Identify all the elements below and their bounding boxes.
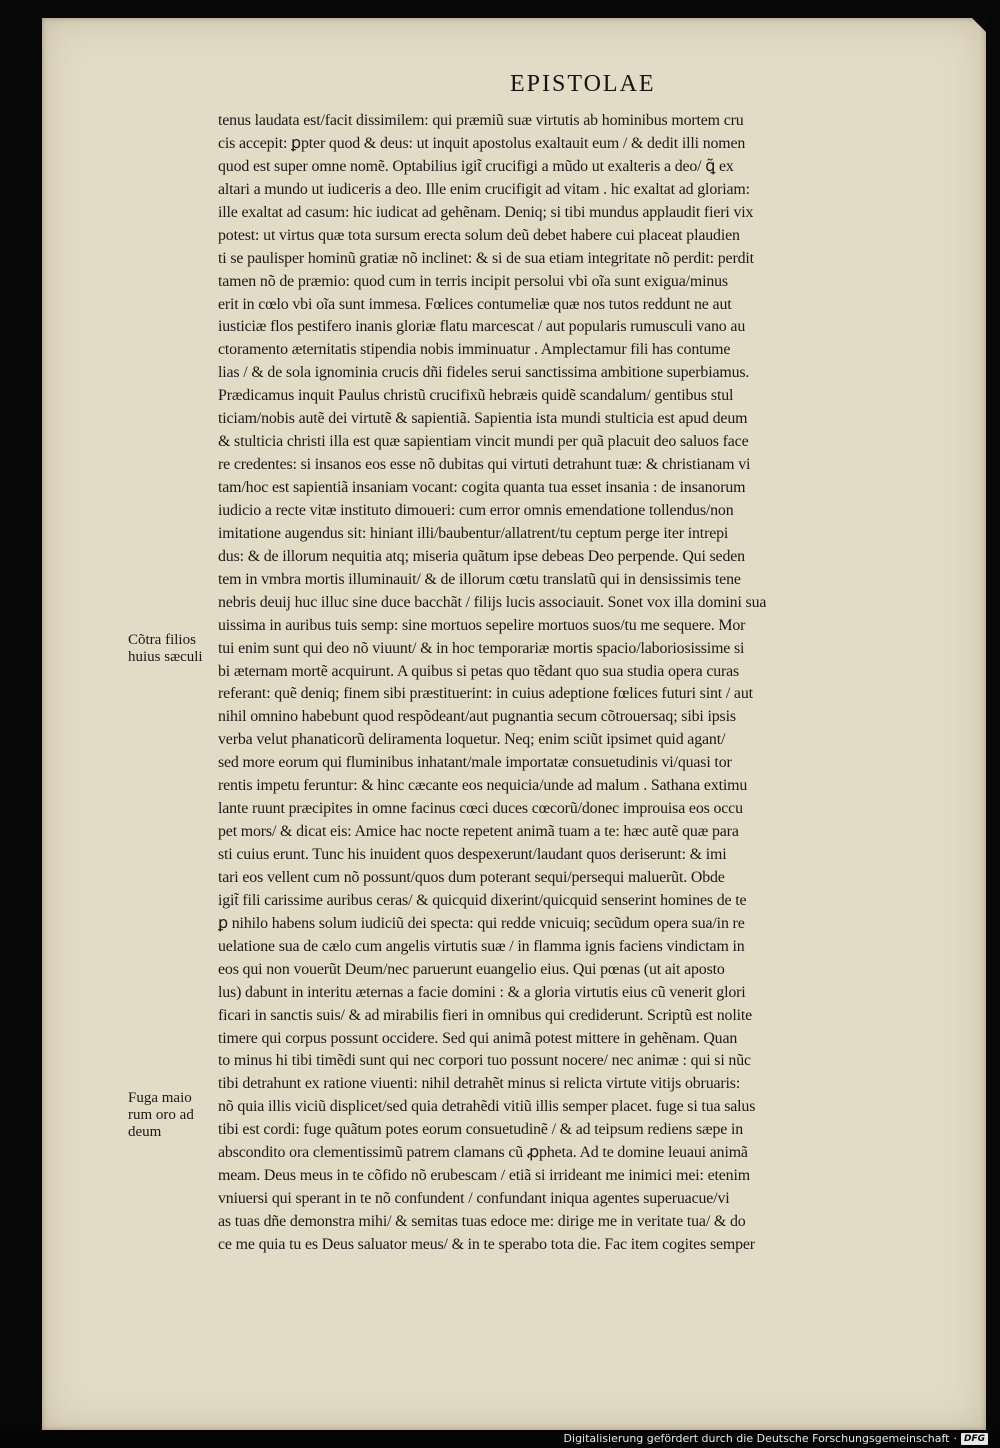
text-line: imitatione augendus sit: hiniant illi/baubentur/allatrent/tu ceptum perge iter intrepi (218, 524, 729, 542)
text-line: nõ quia illis viciũ displicet/sed quia detrahẽdi vitiũ illis semper placet. fuge si tua salus (218, 1098, 756, 1116)
text-line: uissima in auribus tuis semp: sine mortuos sepelire mortuos suos/tu me sequere. Mor (218, 616, 746, 634)
text-line: Prædicamus inquit Paulus christũ crucifixũ hebræis quidẽ scandalum/ gentibus stul (218, 387, 734, 405)
text-line: bi æternam mortẽ acquirunt. A quibus si petas quo tẽdant quo sua studia opera curas (218, 662, 740, 680)
text-line: ticiam/nobis autẽ dei virtutẽ & sapientiã. Sapientia ista mundi stulticia est apud deum (218, 410, 748, 428)
text-line: tamen nõ de præmio: quod cum in terris incipit persolui vbi oĩa sunt exigua/minus (218, 272, 728, 290)
text-line: ꝑ nihilo habens solum iudiciũ dei specta: qui redde vnicuiq; secũdum opera sua/in re (218, 914, 745, 932)
text-line: lias / & de sola ignominia crucis dñi fideles serui sanctissima ambitione superbiamus. (218, 364, 750, 382)
text-line: lante ruunt præcipites in omne facinus cœci duces cœcorũ/donec improuisa eos occu (218, 800, 743, 818)
marginal-note-fuga-maiorum (128, 1090, 194, 1141)
text-line: altari a mundo ut iudiceris a deo. Ille enim crucifigit ad vitam . hic exaltat ad gloriam: (218, 180, 750, 198)
text-line: abscondito ora clementissimũ patrem clamans cũ ꝓpheta. Ad te domine leuaui animã (218, 1144, 748, 1162)
footer-credit-text: Digitalisierung gefördert durch die Deutsche Forschungsgemeinschaft (563, 1432, 950, 1445)
footer-credit: Digitalisierung gefördert durch die Deutsche Forschungsgemeinschaft · DFG (564, 1432, 988, 1445)
text-line: ti se paulisper hominũ gratiæ nõ inclinet: & si de sua etiam integritate nõ perdit: perdit (218, 249, 754, 267)
text-line: tem in vmbra mortis illuminauit/ & de illorum cœtu translatũ qui in densissimis tene (218, 570, 741, 588)
text-line: pet mors/ & dicat eis: Amice hac nocte repetent animã tuam a te: hæc autẽ quæ para (218, 823, 739, 841)
text-line: quod est super omne nomẽ. Optabilius igit̃ crucifigi a mũdo ut exalteris a deo/ ꝗ̃ ex (218, 157, 734, 175)
text-line: tam/hoc est sapientiã insaniam vocant: cogita quanta tua esset insania : de insanorum (218, 479, 746, 496)
text-line: meam. Deus meus in te cõfido nõ erubescam / etiã si irrideant me inimici mei: etenim (218, 1167, 750, 1185)
text-line: referant: quẽ deniq; finem sibi præstituerint: in cuius adeptione fœlices futuri sint / aut (218, 685, 753, 703)
text-line: tui enim sunt qui deo nõ viuunt/ & in hoc temporariæ mortis spacio/laboriosissime si (218, 639, 745, 657)
text-line: tibi detrahunt ex ratione viuenti: nihil detrahẽt minus si relicta virtute vitijs obruaris: (218, 1075, 741, 1093)
text-line: ficari in sanctis suis/ & ad mirabilis fieri in omnibus qui crediderunt. Scriptũ est nolite (218, 1006, 753, 1024)
text-line: tenus laudata est/facit dissimilem: qui præmiũ suæ virtutis ab hominibus mortem cru (218, 112, 744, 129)
marginal-note-line: deum (128, 1124, 162, 1140)
text-line: igit̃ fili carissime auribus ceras/ & quicquid dixerint/quicquid senserint homines de te (218, 891, 747, 909)
text-line: tibi est cordi: fuge quãtum potes eorum consuetudinẽ / & ad teipsum rediens sæpe in (218, 1121, 744, 1139)
text-line: sti cuius erunt. Tunc his inuident quos despexerunt/laudant quos deriserunt: & imi (218, 846, 727, 863)
text-line: & stulticia christi illa est quæ sapientiam vincit mundi per quã placuit deo saluos face (218, 433, 749, 451)
text-line: eos qui non vouerũt Deum/nec paruerunt euangelio eius. Qui pœnas (ut ait aposto (218, 960, 725, 978)
marginal-note-line: rum oro ad (128, 1107, 194, 1123)
text-line: ille exaltat ad casum: hic iudicat ad gehẽnam. Deniq; si tibi mundus applaudit fieri vix (218, 203, 754, 221)
text-line: ctoramento æternitatis stipendia nobis imminuatur . Amplectamur fili has contume (218, 341, 731, 359)
text-line: cis accepit: ꝑpter quod & deus: ut inquit apostolus exaltauit eum / & dedit illi nomen (218, 134, 746, 152)
text-line: verba velut phanaticorũ deliramenta loquetur. Neq; enim sciũt ipsimet quid agant/ (218, 731, 726, 749)
text-line: ce me quia tu es Deus saluator meus/ & in te sperabo tota die. Fac item cogites semper (218, 1235, 755, 1253)
running-head: EPISTOLAE (510, 71, 656, 97)
text-line: iusticiæ flos pestifero inanis gloriæ flatu marcescat / aut popularis rumusculi vano au (218, 318, 746, 336)
text-line: rentis impetu feruntur: & hinc cæcante eos nequicia/unde ad malum . Sathana extimu (218, 777, 748, 795)
page-corner (972, 18, 986, 32)
text-line: potest: ut virtus quæ tota sursum erecta solum deũ debet habere cui placeat plaudien (218, 226, 740, 244)
text-line: nebris deuij huc illuc sine duce bacchãt / filijs lucis associauit. Sonet vox illa domini sua (218, 593, 767, 611)
text-line: erit in cœlo vbi oĩa sunt immesa. Fœlices contumeliæ quæ nos tutos reddunt ne aut (218, 295, 732, 313)
text-line: to minus hi tibi timẽdi sunt qui nec corpori tuo possunt nocere/ nec animæ : qui si nũc (218, 1052, 751, 1070)
marginal-note-contra-filios (128, 632, 203, 666)
dfg-logo-icon: DFG (961, 1433, 988, 1445)
text-line: dus: & de illorum nequitia atq; miseria quãtum ipse debeas Deo perpende. Qui seden (218, 547, 745, 565)
text-line: nihil omnino habebunt quod respõdeant/aut pugnantia secum cõtrouersaq; sibi ipsis (218, 708, 736, 726)
marginal-note-line: Fuga maio (128, 1090, 192, 1106)
marginal-note-line: huius sæculi (128, 649, 203, 665)
text-line: timere qui corpus possunt occidere. Sed qui animã potest mittere in gehẽnam. Quan (218, 1029, 738, 1047)
body-text (218, 110, 918, 1257)
text-line: re credentes: si insanos eos esse nõ dubitas qui virtuti detrahunt tuæ: & christianam vi (218, 456, 751, 474)
text-line: vniuersi qui sperant in te nõ confundent / confundant iniqua agentes superuacue/vi (218, 1190, 730, 1208)
text-line: as tuas dñe demonstra mihi/ & semitas tuas edoce me: dirige me in veritate tua/ & do (218, 1213, 746, 1230)
marginal-note-line: Cõtra filios (128, 632, 196, 648)
text-line: lus) dabunt in interitu æternas a facie domini : & a gloria virtutis eius cũ venerit glori (218, 983, 746, 1001)
text-line: sed more eorum qui fluminibus inhatant/male importatæ consuetudinis vi/quasi tor (218, 754, 732, 772)
text-line: tari eos vellent cum nõ possunt/quos dum poterant sequi/persequi maluerũt. Obde (218, 868, 725, 886)
text-line: uelatione sua de cælo cum angelis virtutis suæ / in flamma ignis faciens vindictam in (218, 937, 745, 955)
text-line: iudicio a recte vitæ instituto dimoueri: cum error omnis emendatione tollendus/non (218, 501, 734, 519)
